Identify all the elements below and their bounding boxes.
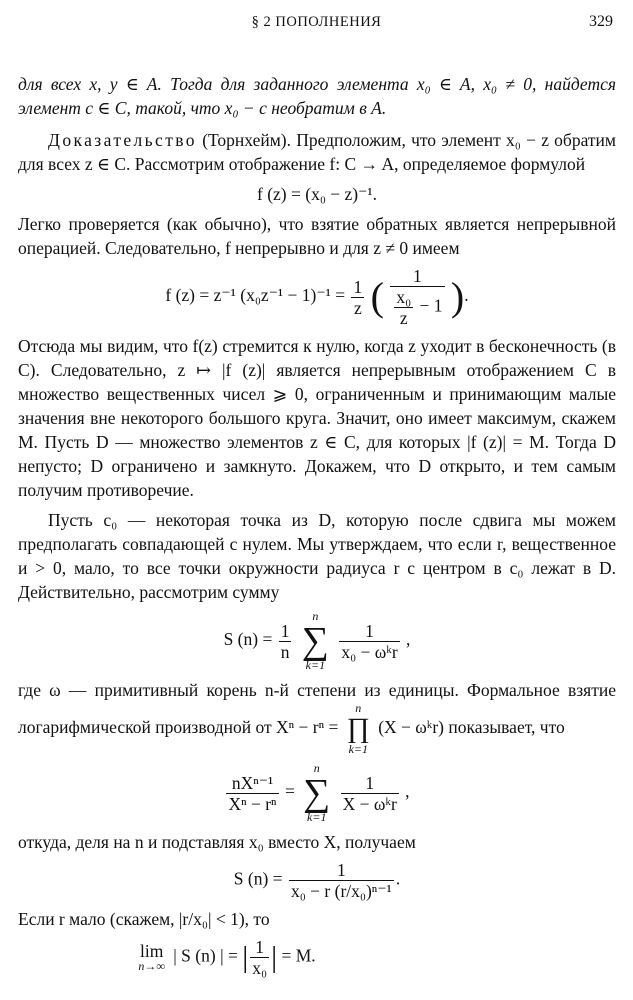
paragraph-circle: Пусть c₀ — некоторая точка из D, которую после сдвига мы можем предполагать совпадающей с нулем. Мы утверждаем, что если r, вещественное и > 0, мало, то все точки окружности радиуса r с центром в c₀ лежат в D. Действительно, рассмотрим сумму — [18, 510, 616, 602]
paragraph-continuity: Легко проверяется (как обычно), что взятие обратных является непрерывной операцией. Следовательно, f непрерывно и для z ≠ 0 имеем — [18, 214, 616, 258]
paren-open: ( — [370, 274, 384, 319]
page-body — [18, 72, 616, 984]
running-header — [0, 10, 633, 34]
paragraph-small-r: Если r мало (скажем, |r/x₀| < 1), то — [18, 909, 270, 929]
fraction-one-over-z: $\frac{1}{z}$ — [353, 276, 363, 318]
equation-s-closed-form: S (n) = $\frac{1}{\text{x₀ − r (r/x₀)ⁿ⁻¹}}$ . — [233, 860, 401, 901]
lemma-tail: для всех x, y ∈ A. Тогда для заданного элемента x₀ ∈ A, x₀ ≠ 0, найдется элемент c ∈ C, такой, что x₀ − c необратим в A. — [18, 74, 616, 118]
equation-2-left: f (z) = z⁻¹ (x₀z⁻¹ − 1)⁻¹ = — [165, 285, 346, 306]
equation-2: f (z) = z⁻¹ (x₀z⁻¹ − 1)⁻¹ = $\frac{1}{z}$ ( 1 $\frac{\text{x₀}}{z}$ − 1 ). — [165, 266, 469, 328]
fraction-inner: 1 $\frac{\text{x₀}}{z}$ − 1 — [390, 266, 444, 328]
equation-sum: S (n) = $\frac{1}{n}$ n ∑ k=1 $\frac{1}{\text{x₀ − ωᵏr}}$ , — [223, 609, 411, 672]
equation-1: f (z) = (x₀ − z)⁻¹. — [257, 184, 377, 204]
section-title: § 2 ПОПОЛНЕНИЯ — [251, 14, 382, 30]
summation-sign: n ∑ k=1 — [301, 609, 329, 672]
paragraph-log-a: где ω — примитивный корень n-й степени из единицы. Формальное взятие логарифмической производной от Xⁿ − rⁿ = — [18, 680, 616, 738]
equation-limit-right: = M. — [281, 945, 316, 966]
page-number: 329 — [589, 13, 613, 30]
limit-operator: lim n→∞ — [138, 941, 165, 973]
product-sign: n ∏ k=1 — [346, 701, 370, 756]
paragraph-substitution: откуда, деля на n и подставляя x₀ вместо X, получаем — [18, 832, 416, 852]
paragraph-maximum: Отсюда мы видим, что f(z) стремится к нулю, когда z уходит в бесконечность (в C). Следовательно, z ↦ |f (z)| является непрерывным отображением C в множество вещественных чисел ⩾ 0, ограниченным и принимающим малые значения вне некоторого большого круга. Значит, оно имеет максимум, скажем M. Пусть D — множество элементов z ∈ C, для которых |f (z)| = M. Тогда D непусто; D ограничено и замкнуто. Докажем, что D открыто, и тем самым получим противоречие. — [18, 336, 616, 500]
equation-limit: lim n→∞ | S (n) | = | $\frac{1}{\text{x₀}}$ | = M. — [138, 937, 316, 978]
paren-close: ) — [450, 274, 465, 319]
paragraph-logarithmic — [18, 678, 616, 756]
proof-paragraph — [18, 128, 616, 176]
equation-log-derivative: $\frac{\text{nXⁿ⁻¹}}{\text{Xⁿ − rⁿ}}$ = n ∑ k=1 $\frac{1}{\text{X − ωᵏr}}$ , — [228, 761, 410, 824]
paragraph-log-b: (X − ωᵏr) показывает, что — [378, 717, 565, 738]
proof-word: Доказательство — [48, 130, 197, 150]
proof-start: (Торнхейм). Предположим, что элемент x₀ − z обратим для всех z ∈ C. Рассмотрим отображение f: C → A, определяемое формулой — [18, 130, 616, 174]
